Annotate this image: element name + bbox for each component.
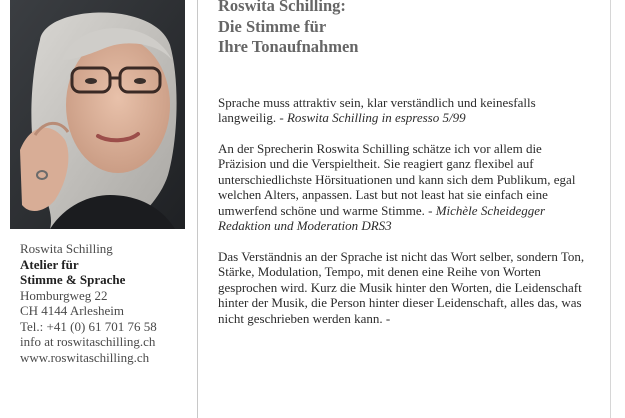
portrait-photo-image [10,0,185,229]
column-divider [197,0,198,418]
title-line-2: Die Stimme für [218,16,327,36]
quote-paragraph-1 [218,95,590,126]
contact-block [20,241,192,365]
contact-phone: Tel.: +41 (0) 61 701 76 58 [20,318,157,334]
quote-3-text: Das Verständnis an der Sprache ist nicht das Wort selber, sondern Ton, Stärke, Modulation, Tempo, mit denen eine Reihe von Worten gesprochen wird. Kurz die Musik hinter den Worten, die Leidenschaft hinter der Musik, die Person hinter dieser Leidenschaft, alles das, was nicht geschrieben werden kann. - [218,249,585,326]
quote-2-text: An der Sprecherin Roswita Schilling schätze ich vor allem die Präzision und die Verspieltheit. Sie reagiert ganz flexibel auf unterschiedlichste Hörsituationen und kann sich dem Publikum, egal welchen Alters, anpassen. Last but not least hat sie einfach eine umwerfend schöne und warme Stimme. [218,141,576,218]
quote-paragraph-3 [218,249,590,326]
quote-1-text: Sprache muss attraktiv sein, klar verständlich und keinesfalls langweilig. [218,95,536,126]
right-border [610,0,611,418]
page-title [218,0,598,58]
contact-website[interactable]: www.roswitaschilling.ch [20,349,150,365]
quote-2-source: - Michèle Scheidegger Redaktion und Moderation DRS3 [218,202,546,234]
contact-street: Homburgweg 22 [20,287,108,303]
contact-city: CH 4144 Arlesheim [20,303,124,318]
atelier-line-1: Atelier für [20,256,79,272]
contact-email: info at roswitaschilling.ch [20,334,156,349]
quote-paragraph-2 [218,141,590,233]
title-line-3: Ihre Tonaufnahmen [218,37,359,56]
portrait-photo [10,0,185,229]
title-line-1: Roswita Schilling: [218,0,346,15]
quote-1-source: - Roswita Schilling in espresso 5/99 [279,110,466,126]
atelier-line-2: Stimme & Sprache [20,272,126,287]
contact-name: Roswita Schilling [20,241,113,256]
